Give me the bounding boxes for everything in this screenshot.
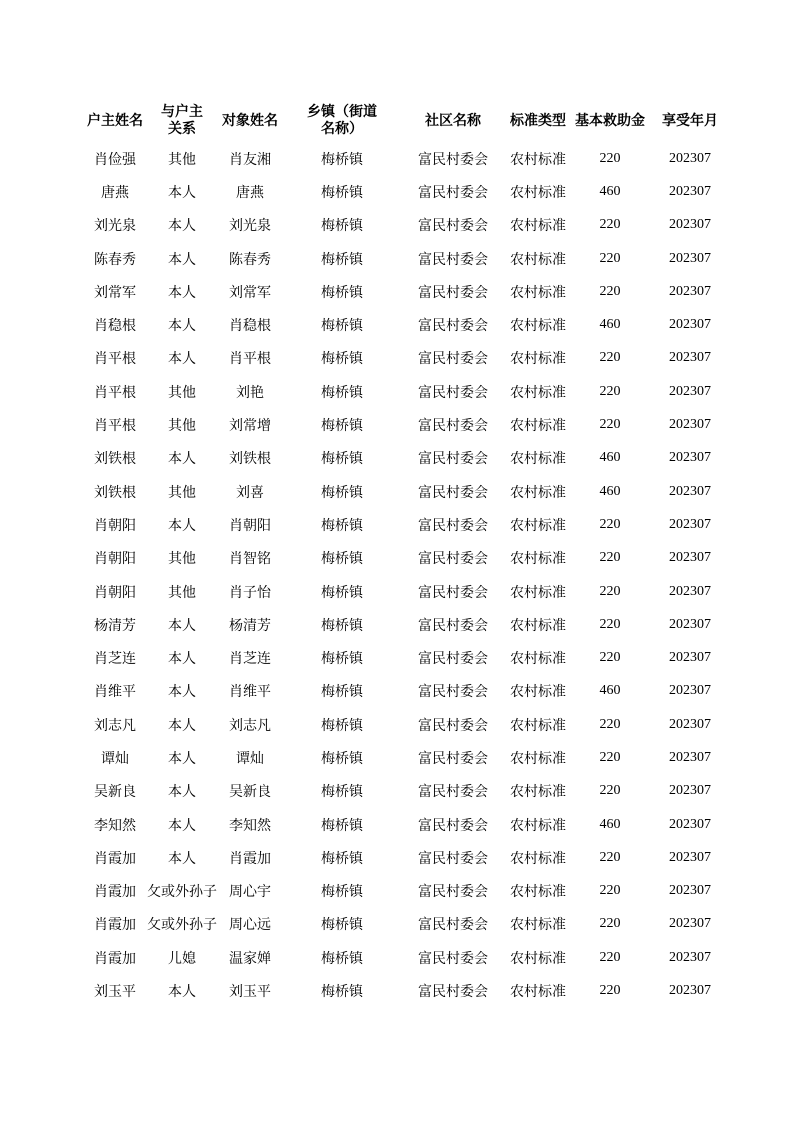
cell-recipient-name: 刘志凡 [229, 717, 271, 734]
cell-householder-name: 肖芝连 [94, 651, 136, 668]
cell-basic-relief: 220 [599, 916, 621, 932]
table-row [83, 475, 731, 508]
cell-month: 202307 [669, 949, 711, 965]
table-row [83, 775, 731, 808]
header-recipient-name: 对象姓名 [222, 112, 278, 129]
table-body [83, 142, 731, 1008]
cell-standard-type: 农村标准 [510, 651, 566, 668]
cell-relation: 儿媳 [168, 950, 196, 967]
cell-recipient-name: 唐燕 [236, 184, 264, 201]
cell-township: 梅桥镇 [321, 717, 363, 734]
cell-standard-type: 农村标准 [510, 684, 566, 701]
header-community: 社区名称 [425, 112, 481, 129]
table-row [83, 442, 731, 475]
cell-township: 梅桥镇 [321, 251, 363, 268]
cell-relation: 攵或外孙子 [147, 884, 217, 901]
header-township: 乡镇（街道名称） [307, 104, 377, 137]
cell-relation: 本人 [168, 318, 196, 335]
cell-month: 202307 [669, 550, 711, 566]
table-row [83, 375, 731, 408]
cell-householder-name: 谭灿 [101, 750, 129, 767]
cell-standard-type: 农村标准 [510, 917, 566, 934]
header-month: 享受年月 [662, 112, 718, 129]
cell-relation: 本人 [168, 651, 196, 668]
cell-month: 202307 [669, 217, 711, 233]
cell-township: 梅桥镇 [321, 318, 363, 335]
cell-basic-relief: 220 [599, 250, 621, 266]
cell-householder-name: 肖朝阳 [94, 551, 136, 568]
cell-recipient-name: 肖霞加 [229, 850, 271, 867]
cell-month: 202307 [669, 417, 711, 433]
cell-month: 202307 [669, 450, 711, 466]
cell-community: 富民村委会 [418, 850, 488, 867]
cell-relation: 本人 [168, 984, 196, 1001]
table-row [83, 741, 731, 774]
cell-householder-name: 肖霞加 [94, 950, 136, 967]
cell-township: 梅桥镇 [321, 984, 363, 1001]
table-row [83, 875, 731, 908]
cell-community: 富民村委会 [418, 551, 488, 568]
table-row [83, 841, 731, 874]
table-row [83, 542, 731, 575]
cell-recipient-name: 刘玉平 [229, 984, 271, 1001]
cell-basic-relief: 220 [599, 150, 621, 166]
table-row [83, 209, 731, 242]
cell-standard-type: 农村标准 [510, 750, 566, 767]
cell-standard-type: 农村标准 [510, 784, 566, 801]
cell-community: 富民村委会 [418, 218, 488, 235]
cell-month: 202307 [669, 983, 711, 999]
header-relation: 与户主关系 [161, 104, 203, 137]
cell-householder-name: 唐燕 [101, 184, 129, 201]
cell-month: 202307 [669, 150, 711, 166]
table-row [83, 974, 731, 1007]
cell-recipient-name: 刘常增 [229, 418, 271, 435]
cell-standard-type: 农村标准 [510, 418, 566, 435]
table-row [83, 508, 731, 541]
cell-relation: 本人 [168, 284, 196, 301]
table-row [83, 242, 731, 275]
cell-recipient-name: 肖平根 [229, 351, 271, 368]
cell-township: 梅桥镇 [321, 651, 363, 668]
cell-community: 富民村委会 [418, 384, 488, 401]
cell-township: 梅桥镇 [321, 584, 363, 601]
cell-householder-name: 肖维平 [94, 684, 136, 701]
cell-basic-relief: 220 [599, 550, 621, 566]
cell-relation: 本人 [168, 817, 196, 834]
cell-month: 202307 [669, 283, 711, 299]
cell-relation: 本人 [168, 717, 196, 734]
cell-community: 富民村委会 [418, 584, 488, 601]
cell-standard-type: 农村标准 [510, 384, 566, 401]
cell-recipient-name: 肖稳根 [229, 318, 271, 335]
cell-householder-name: 肖霞加 [94, 917, 136, 934]
cell-householder-name: 刘志凡 [94, 717, 136, 734]
cell-householder-name: 肖平根 [94, 351, 136, 368]
cell-township: 梅桥镇 [321, 351, 363, 368]
cell-relation: 其他 [168, 151, 196, 168]
cell-township: 梅桥镇 [321, 551, 363, 568]
header-standard-type: 标准类型 [510, 112, 566, 129]
table-header-row [83, 100, 731, 142]
cell-community: 富民村委会 [418, 617, 488, 634]
cell-standard-type: 农村标准 [510, 517, 566, 534]
cell-community: 富民村委会 [418, 351, 488, 368]
cell-month: 202307 [669, 650, 711, 666]
cell-community: 富民村委会 [418, 984, 488, 1001]
cell-month: 202307 [669, 383, 711, 399]
cell-standard-type: 农村标准 [510, 451, 566, 468]
cell-householder-name: 肖平根 [94, 418, 136, 435]
cell-township: 梅桥镇 [321, 684, 363, 701]
cell-basic-relief: 220 [599, 650, 621, 666]
cell-relation: 本人 [168, 684, 196, 701]
cell-basic-relief: 460 [599, 450, 621, 466]
cell-householder-name: 刘玉平 [94, 984, 136, 1001]
table-row [83, 308, 731, 341]
cell-community: 富民村委会 [418, 184, 488, 201]
cell-basic-relief: 220 [599, 383, 621, 399]
cell-recipient-name: 刘喜 [236, 484, 264, 501]
cell-recipient-name: 杨清芳 [229, 617, 271, 634]
cell-householder-name: 刘光泉 [94, 218, 136, 235]
table-row [83, 675, 731, 708]
cell-recipient-name: 肖智铭 [229, 551, 271, 568]
cell-recipient-name: 陈春秀 [229, 251, 271, 268]
cell-recipient-name: 温家婵 [229, 950, 271, 967]
cell-basic-relief: 220 [599, 616, 621, 632]
cell-month: 202307 [669, 317, 711, 333]
cell-community: 富民村委会 [418, 418, 488, 435]
cell-standard-type: 农村标准 [510, 218, 566, 235]
cell-recipient-name: 肖芝连 [229, 651, 271, 668]
cell-householder-name: 杨清芳 [94, 617, 136, 634]
cell-month: 202307 [669, 883, 711, 899]
cell-township: 梅桥镇 [321, 617, 363, 634]
cell-recipient-name: 周心远 [229, 917, 271, 934]
cell-standard-type: 农村标准 [510, 950, 566, 967]
cell-month: 202307 [669, 816, 711, 832]
table-row [83, 275, 731, 308]
cell-community: 富民村委会 [418, 717, 488, 734]
table-row [83, 941, 731, 974]
cell-community: 富民村委会 [418, 784, 488, 801]
cell-month: 202307 [669, 849, 711, 865]
cell-township: 梅桥镇 [321, 517, 363, 534]
cell-community: 富民村委会 [418, 318, 488, 335]
cell-township: 梅桥镇 [321, 950, 363, 967]
cell-recipient-name: 刘铁根 [229, 451, 271, 468]
cell-relation: 其他 [168, 584, 196, 601]
cell-community: 富民村委会 [418, 484, 488, 501]
cell-relation: 其他 [168, 484, 196, 501]
cell-community: 富民村委会 [418, 151, 488, 168]
cell-householder-name: 肖稳根 [94, 318, 136, 335]
cell-relation: 本人 [168, 750, 196, 767]
cell-householder-name: 刘常军 [94, 284, 136, 301]
cell-householder-name: 肖朝阳 [94, 584, 136, 601]
cell-basic-relief: 220 [599, 516, 621, 532]
cell-householder-name: 刘铁根 [94, 451, 136, 468]
cell-community: 富民村委会 [418, 451, 488, 468]
header-householder-name: 户主姓名 [87, 112, 143, 129]
cell-standard-type: 农村标准 [510, 151, 566, 168]
cell-householder-name: 肖霞加 [94, 850, 136, 867]
table-row [83, 408, 731, 441]
cell-township: 梅桥镇 [321, 750, 363, 767]
table-row [83, 575, 731, 608]
table-row [83, 175, 731, 208]
cell-township: 梅桥镇 [321, 917, 363, 934]
cell-township: 梅桥镇 [321, 884, 363, 901]
cell-standard-type: 农村标准 [510, 617, 566, 634]
cell-standard-type: 农村标准 [510, 551, 566, 568]
cell-basic-relief: 220 [599, 217, 621, 233]
cell-recipient-name: 刘常军 [229, 284, 271, 301]
cell-standard-type: 农村标准 [510, 351, 566, 368]
cell-township: 梅桥镇 [321, 451, 363, 468]
cell-standard-type: 农村标准 [510, 717, 566, 734]
cell-standard-type: 农村标准 [510, 184, 566, 201]
cell-basic-relief: 220 [599, 716, 621, 732]
cell-month: 202307 [669, 916, 711, 932]
cell-standard-type: 农村标准 [510, 484, 566, 501]
cell-township: 梅桥镇 [321, 218, 363, 235]
cell-basic-relief: 220 [599, 883, 621, 899]
cell-recipient-name: 李知然 [229, 817, 271, 834]
cell-basic-relief: 460 [599, 183, 621, 199]
cell-basic-relief: 220 [599, 417, 621, 433]
cell-township: 梅桥镇 [321, 817, 363, 834]
cell-township: 梅桥镇 [321, 784, 363, 801]
cell-basic-relief: 220 [599, 583, 621, 599]
cell-householder-name: 肖俭强 [94, 151, 136, 168]
cell-recipient-name: 周心宇 [229, 884, 271, 901]
cell-community: 富民村委会 [418, 950, 488, 967]
table-row [83, 342, 731, 375]
cell-community: 富民村委会 [418, 284, 488, 301]
cell-relation: 本人 [168, 218, 196, 235]
cell-recipient-name: 吴新良 [229, 784, 271, 801]
cell-basic-relief: 460 [599, 483, 621, 499]
table-row [83, 808, 731, 841]
cell-month: 202307 [669, 483, 711, 499]
cell-relation: 本人 [168, 850, 196, 867]
cell-community: 富民村委会 [418, 817, 488, 834]
cell-standard-type: 农村标准 [510, 884, 566, 901]
cell-standard-type: 农村标准 [510, 817, 566, 834]
table-row [83, 641, 731, 674]
cell-basic-relief: 220 [599, 283, 621, 299]
cell-standard-type: 农村标准 [510, 318, 566, 335]
cell-month: 202307 [669, 516, 711, 532]
cell-basic-relief: 220 [599, 849, 621, 865]
cell-relation: 本人 [168, 451, 196, 468]
cell-community: 富民村委会 [418, 884, 488, 901]
cell-township: 梅桥镇 [321, 284, 363, 301]
cell-township: 梅桥镇 [321, 384, 363, 401]
cell-householder-name: 肖朝阳 [94, 517, 136, 534]
cell-standard-type: 农村标准 [510, 251, 566, 268]
cell-recipient-name: 刘艳 [236, 384, 264, 401]
cell-householder-name: 肖霞加 [94, 884, 136, 901]
cell-recipient-name: 肖友湘 [229, 151, 271, 168]
cell-recipient-name: 刘光泉 [229, 218, 271, 235]
cell-month: 202307 [669, 716, 711, 732]
cell-community: 富民村委会 [418, 251, 488, 268]
cell-relation: 其他 [168, 384, 196, 401]
cell-basic-relief: 220 [599, 350, 621, 366]
cell-relation: 本人 [168, 517, 196, 534]
cell-relation: 本人 [168, 784, 196, 801]
cell-basic-relief: 460 [599, 683, 621, 699]
cell-month: 202307 [669, 683, 711, 699]
cell-relation: 其他 [168, 551, 196, 568]
table-row [83, 142, 731, 175]
cell-basic-relief: 220 [599, 749, 621, 765]
cell-recipient-name: 肖子怡 [229, 584, 271, 601]
cell-relation: 本人 [168, 251, 196, 268]
table-row [83, 908, 731, 941]
cell-basic-relief: 220 [599, 983, 621, 999]
relief-recipients-table [83, 100, 731, 1008]
cell-householder-name: 刘铁根 [94, 484, 136, 501]
cell-township: 梅桥镇 [321, 184, 363, 201]
cell-householder-name: 吴新良 [94, 784, 136, 801]
cell-community: 富民村委会 [418, 651, 488, 668]
cell-basic-relief: 220 [599, 783, 621, 799]
cell-relation: 本人 [168, 351, 196, 368]
cell-standard-type: 农村标准 [510, 584, 566, 601]
cell-basic-relief: 220 [599, 949, 621, 965]
cell-community: 富民村委会 [418, 684, 488, 701]
table-row [83, 608, 731, 641]
cell-township: 梅桥镇 [321, 151, 363, 168]
cell-recipient-name: 肖维平 [229, 684, 271, 701]
cell-month: 202307 [669, 583, 711, 599]
cell-householder-name: 肖平根 [94, 384, 136, 401]
cell-relation: 其他 [168, 418, 196, 435]
cell-householder-name: 李知然 [94, 817, 136, 834]
cell-householder-name: 陈春秀 [94, 251, 136, 268]
cell-month: 202307 [669, 183, 711, 199]
cell-relation: 本人 [168, 617, 196, 634]
cell-township: 梅桥镇 [321, 418, 363, 435]
cell-standard-type: 农村标准 [510, 984, 566, 1001]
cell-month: 202307 [669, 749, 711, 765]
cell-month: 202307 [669, 783, 711, 799]
header-basic-relief: 基本救助金 [575, 112, 645, 129]
cell-relation: 本人 [168, 184, 196, 201]
cell-community: 富民村委会 [418, 917, 488, 934]
cell-relation: 攵或外孙子 [147, 917, 217, 934]
cell-township: 梅桥镇 [321, 850, 363, 867]
table-row [83, 708, 731, 741]
cell-basic-relief: 460 [599, 816, 621, 832]
cell-community: 富民村委会 [418, 517, 488, 534]
cell-month: 202307 [669, 616, 711, 632]
cell-standard-type: 农村标准 [510, 284, 566, 301]
cell-recipient-name: 肖朝阳 [229, 517, 271, 534]
cell-basic-relief: 460 [599, 317, 621, 333]
cell-township: 梅桥镇 [321, 484, 363, 501]
cell-recipient-name: 谭灿 [236, 750, 264, 767]
cell-standard-type: 农村标准 [510, 850, 566, 867]
cell-month: 202307 [669, 350, 711, 366]
cell-community: 富民村委会 [418, 750, 488, 767]
cell-month: 202307 [669, 250, 711, 266]
